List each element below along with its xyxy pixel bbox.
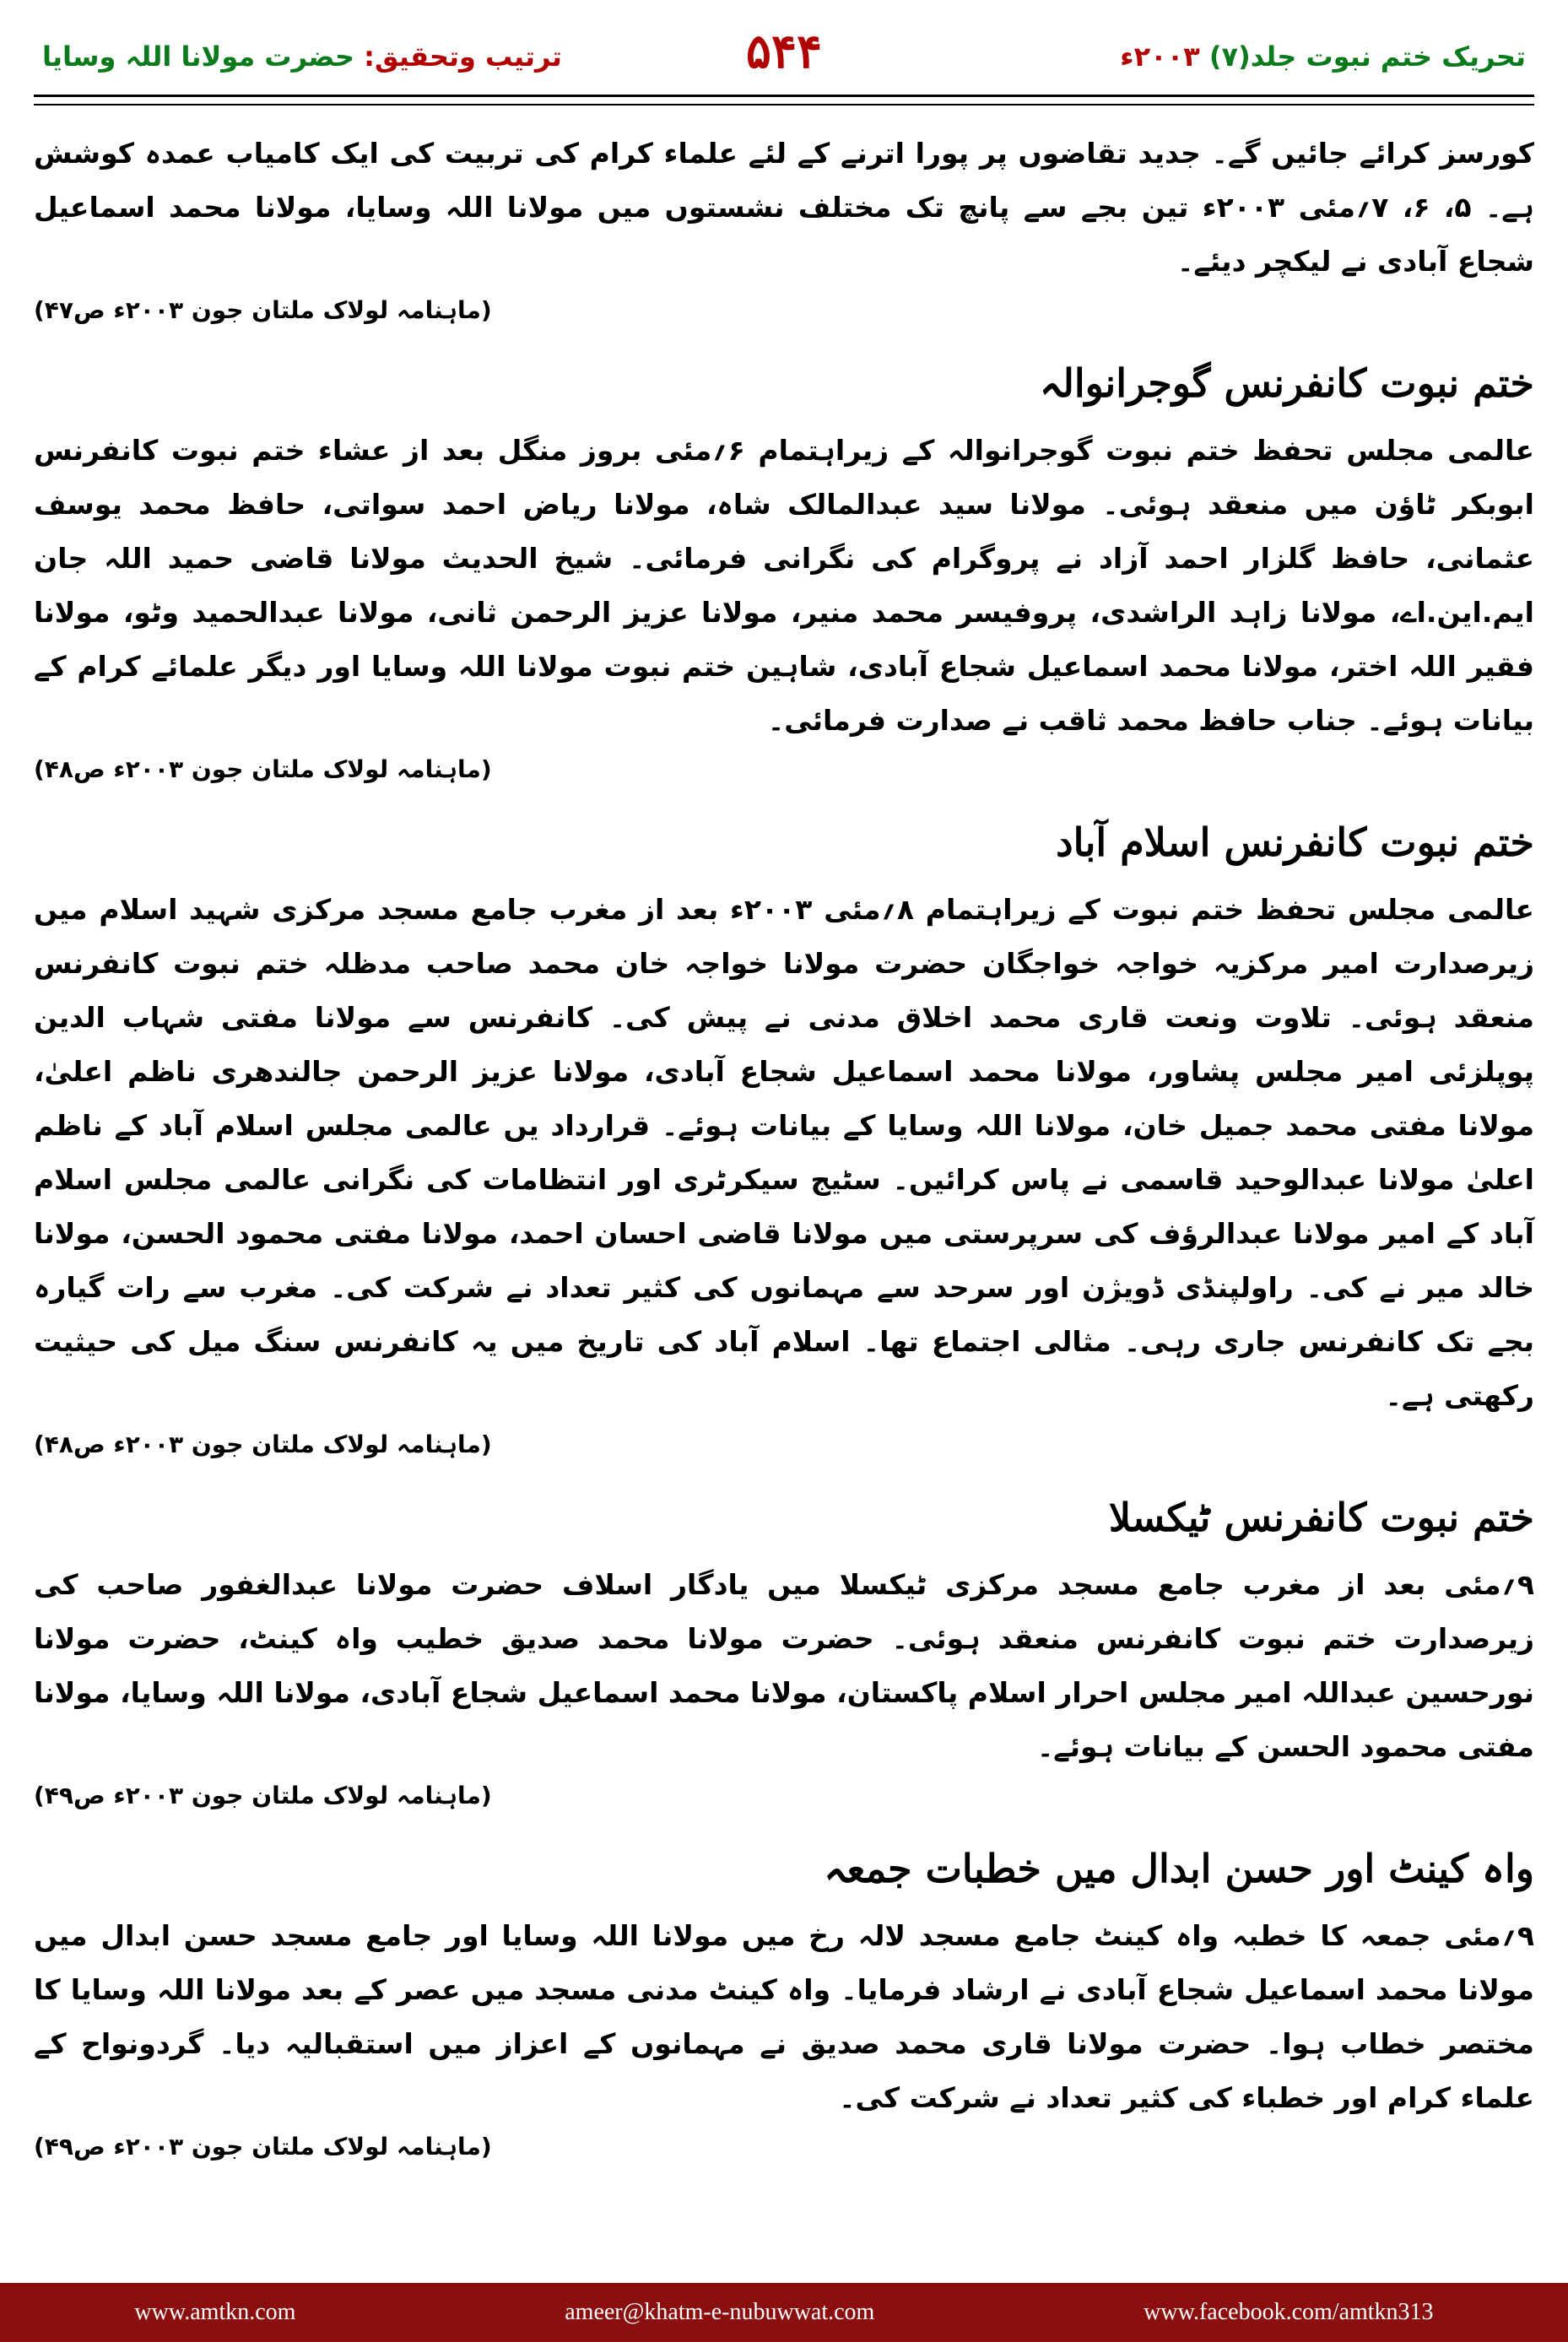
paragraph: عالمی مجلس تحفظ ختم نبوت کے زیراہتمام ۸؍مئی ۲۰۰۳ء بعد از مغرب جامع مسجد مرکزی شہید اسلام میں زیرصدارت امیر مرکزیہ خواجہ خواجگان حضرت مولانا خواجہ خان محمد صاحب مدظلہ ختم نبوت کانفرنس منعقد ہوئی۔ تلاوت ونعت قاری محمد اخلاق مدنی نے پیش کی۔ کانفرنس سے مولانا مفتی شہاب الدین پوپلزئی امیر مجلس پشاور، مولانا محمد اسماعیل شجاع آبادی، مولانا عزیز الرحمن جالندھری ناظم اعلیٰ، مولانا مفتی محمد جمیل خان، مولانا اللہ وسایا کے بیانات ہوئے۔ قرارداد یں عالمی مجلس اسلام آباد کے ناظم اعلیٰ مولانا عبدالوحید قاسمی نے پاس کرائیں۔ سٹیج سیکرٹری اور انتظامات کی نگرانی عالمی مجلس اسلام آباد کے امیر مولانا عبدالرؤف کی سرپرستی میں مولانا قاضی احسان احمد، مولانا مفتی محمود الحسن، مولانا خالد میر نے کی۔ راولپنڈی ڈویژن اور سرحد سے مہمانوں کی کثیر تعداد نے شرکت کی۔ مغرب سے رات گیارہ بجے تک کانفرنس جاری رہی۔ مثالی اجتماع تھا۔ اسلام آباد کی تاریخ میں یہ کانفرنس سنگ میل کی حیثیت رکھتی ہے۔ (34, 893, 1534, 1412)
page-number: ۵۴۴ (745, 24, 823, 79)
paragraph: عالمی مجلس تحفظ ختم نبوت گوجرانوالہ کے زیراہتمام ۶؍مئی بروز منگل بعد از عشاء ختم نبوت کانفرنس ابوبکر ٹاؤن میں منعقد ہوئی۔ مولانا سید عبدالمالک شاہ، مولانا ریاض احمد سواتی، حافظ محمد یوسف عثمانی، حافظ گلزار احمد آزاد نے پروگرام کی نگرانی فرمائی۔ شیخ الحدیث مولانا قاضی حمید اللہ جان ایم.این.اے، مولانا زاہد الراشدی، پروفیسر محمد منیر، مولانا عزیز الرحمن ثانی، مولانا عبدالحمید وٹو، مولانا فقیر اللہ اختر، مولانا محمد اسماعیل شجاع آبادی، شاہین ختم نبوت مولانا اللہ وسایا اور دیگر علمائے کرام کے بیانات ہوئے۔ جناب حافظ محمد ثاقب نے صدارت فرمائی۔ (34, 434, 1534, 737)
compiler-credit (42, 41, 562, 73)
website-link[interactable]: www.amtkn.com (134, 2299, 296, 2325)
page-content (34, 127, 1534, 2270)
book-title (1120, 41, 1526, 73)
email-link[interactable]: ameer@khatm-e-nubuwwat.com (565, 2299, 875, 2325)
section-intro (34, 127, 1534, 333)
section-taxila (34, 1482, 1534, 1818)
paragraph: کورسز کرائے جائیں گے۔ جدید تقاضوں پر پورا اترنے کے لئے علماء کرام کی تربیت کی ایک کامیاب عمدہ کوشش ہے۔ ۵، ۶، ۷؍مئی ۲۰۰۳ء تین بجے سے پانچ تک مختلف نشستوں میں مولانا اللہ وسایا، مولانا محمد اسماعیل شجاع آبادی نے لیکچر دیئے۔ (34, 137, 1534, 278)
paragraph: ۹؍مئی بعد از مغرب جامع مسجد مرکزی ٹیکسلا میں یادگار اسلاف حضرت مولانا عبدالغفور صاحب کی زیرصدارت ختم نبوت کانفرنس منعقد ہوئی۔ حضرت مولانا محمد صدیق خطیب واہ کینٹ، حضرت مولانا نورحسین عبداللہ امیر مجلس احرار اسلام پاکستان، مولانا محمد اسماعیل شجاع آبادی، مولانا اللہ وسایا، مولانا مفتی محمود الحسن کے بیانات ہوئے۔ (34, 1568, 1534, 1763)
compiler-name: حضرت مولانا اللہ وسایا (42, 41, 355, 73)
source-reference: (ماہنامہ لولاک ملتان جون ۲۰۰۳ء ص۴۹) (34, 1782, 492, 1809)
source-reference: (ماہنامہ لولاک ملتان جون ۲۰۰۳ء ص۴۸) (34, 1431, 492, 1458)
compiler-label: ترتیب وتحقیق: (364, 41, 562, 73)
source-reference: (ماہنامہ لولاک ملتان جون ۲۰۰۳ء ص۴۸) (34, 755, 492, 783)
page-footer (0, 2283, 1568, 2342)
section-islamabad (34, 807, 1534, 1467)
source-reference: (ماہنامہ لولاک ملتان جون ۲۰۰۳ء ص۴۷) (34, 296, 492, 324)
section-heading: واہ کینٹ اور حسن ابدال میں خطبات جمعہ (824, 1846, 1534, 1891)
source-reference: (ماہنامہ لولاک ملتان جون ۲۰۰۳ء ص۴۹) (34, 2133, 492, 2161)
section-gujranwala (34, 348, 1534, 792)
book-title-text: تحریک ختم نبوت جلد(۷) (1208, 41, 1526, 73)
book-year: ۲۰۰۳ء (1120, 41, 1200, 73)
section-heading: ختم نبوت کانفرنس گوجرانوالہ (1039, 360, 1534, 406)
facebook-link[interactable]: www.facebook.com/amtkn313 (1144, 2299, 1434, 2325)
section-wah-cantt (34, 1833, 1534, 2169)
paragraph: ۹؍مئی جمعہ کا خطبہ واہ کینٹ جامع مسجد لالہ رخ میں مولانا اللہ وسایا اور جامع مسجد حسن ابدال میں مولانا محمد اسماعیل شجاع آبادی نے ارشاد فرمایا۔ واہ کینٹ مدنی مسجد میں عصر کے بعد مولانا اللہ وسایا کا مختصر خطاب ہوا۔ حضرت مولانا قاری محمد صدیق نے مہمانوں کے اعزاز میں استقبالیہ دیا۔ گردونواح کے علماء کرام اور خطباء کی کثیر تعداد نے شرکت کی۔ (34, 1919, 1534, 2114)
header-divider (34, 95, 1534, 105)
section-heading: ختم نبوت کانفرنس اسلام آباد (1056, 819, 1534, 865)
page-header (25, 15, 1543, 100)
section-heading: ختم نبوت کانفرنس ٹیکسلا (1108, 1495, 1534, 1540)
